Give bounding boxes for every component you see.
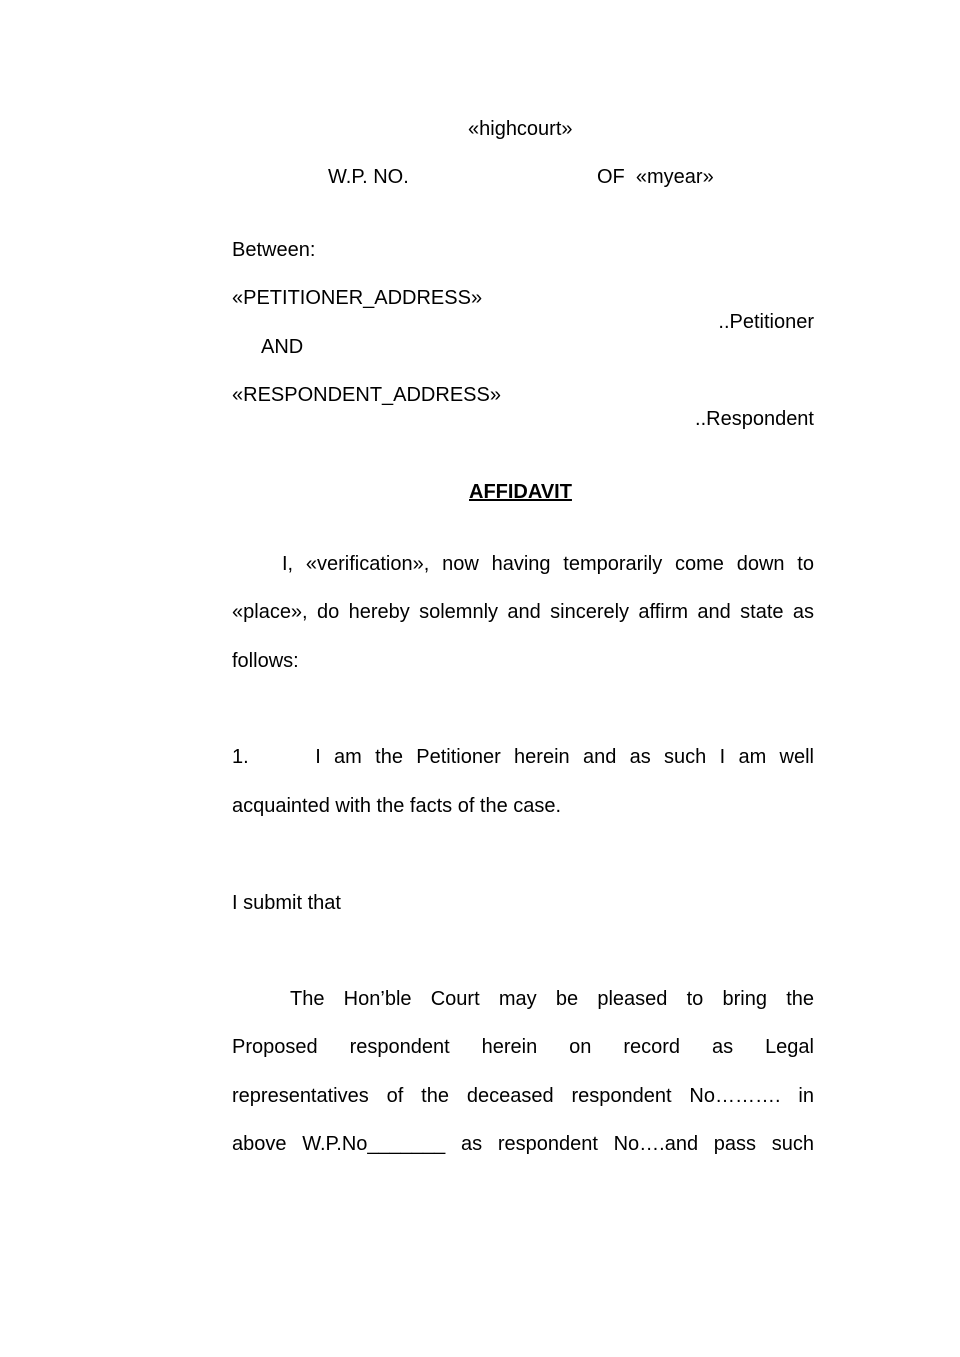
intro-line-1: I, «verification», now having temporarily come down to	[282, 553, 814, 575]
point-1-line-2: acquainted with the facts of the case.	[232, 795, 562, 817]
case-year: OF «myear»	[597, 166, 714, 188]
respondent-role: ..Respondent	[695, 408, 814, 430]
intro-line-3: follows:	[232, 650, 299, 672]
wp-number-label: W.P. NO.	[328, 166, 409, 188]
prayer-line-2: Proposed respondent herein on record as Legal	[232, 1036, 814, 1058]
between-label: Between:	[232, 239, 316, 261]
and-label: AND	[261, 336, 304, 358]
intro-line-2: «place», do hereby solemnly and sincerely affirm and state as	[232, 601, 814, 623]
petitioner-address: «PETITIONER_ADDRESS»	[232, 287, 483, 309]
submit-label: I submit that	[232, 892, 341, 914]
court-name: «highcourt»	[468, 118, 573, 140]
point-1-line-1: 1. I am the Petitioner herein and as such I am well	[232, 746, 814, 768]
document-title: AFFIDAVIT	[469, 481, 572, 503]
respondent-address: «RESPONDENT_ADDRESS»	[232, 384, 501, 406]
petitioner-role: ..Petitioner	[718, 311, 814, 333]
prayer-line-4: above W.P.No_______ as respondent No….and pass such	[232, 1133, 814, 1155]
prayer-line-1: The Hon’ble Court may be pleased to bring the	[290, 988, 814, 1010]
prayer-line-3: representatives of the deceased respondent No………. in	[232, 1085, 814, 1107]
